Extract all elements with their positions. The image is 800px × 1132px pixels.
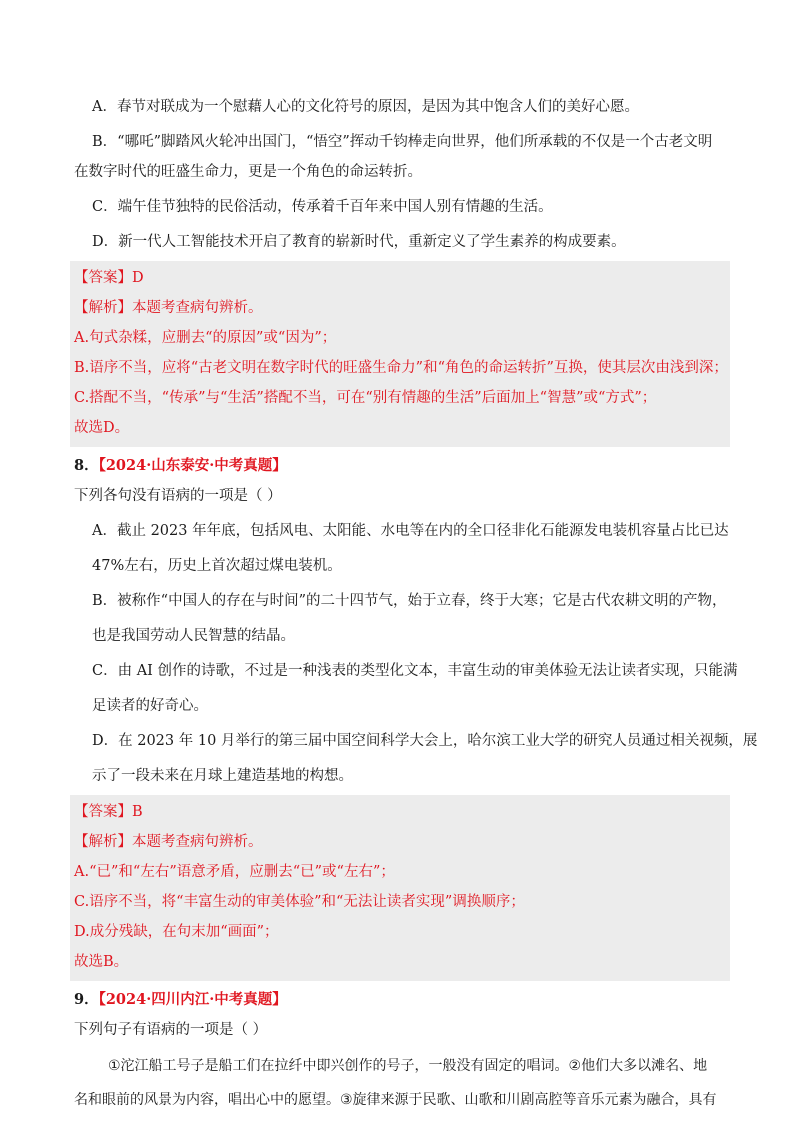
q8-option-c-cont: 足读者的好奇心。 xyxy=(92,698,208,714)
q9-header xyxy=(0,989,800,1011)
q8-explain-a: A.“已”和“左右”语意矛盾，应删去“已”或“左右”； xyxy=(74,864,395,880)
q9-number: 9． xyxy=(74,991,99,1008)
q8-answer-block xyxy=(70,795,730,981)
q9-prompt: 下列句子有语病的一项是（ ） xyxy=(74,1022,268,1038)
q9-passage-line-2: 名和眼前的风景为内容，唱出心中的愿望。③旋律来源于民歌、山歌和川剧高腔等音乐元素为融合，具有 xyxy=(74,1092,717,1108)
q7-option-b: B．“哪吒”脚踏风火轮冲出国门，“悟空”挥动千钧棒走向世界，他们所承载的不仅是一个古老文明 xyxy=(92,134,713,150)
q7-option-c: C．端午佳节独特的民俗活动，传承着千百年来中国人别有情趣的生活。 xyxy=(92,199,553,215)
q8-analysis xyxy=(70,831,730,853)
q7-analysis xyxy=(70,297,730,319)
q8-option-b: B．被称作“中国人的存在与时间”的二十四节气，始于立春，终于大寒；它是古代农耕文明的产物， xyxy=(92,593,727,609)
q8-prompt: 下列各句没有语病的一项是（ ） xyxy=(74,488,282,504)
q8-option-a: A．截止 2023 年年底，包括风电、太阳能、水电等在内的全口径非化石能源发电装机容量占比已达 xyxy=(92,523,729,539)
answer-label: 【答案】 xyxy=(74,804,132,820)
answer-label: 【答案】 xyxy=(74,270,132,286)
q7-answer xyxy=(70,267,730,289)
q8-option-d-cont: 示了一段未来在月球上建造基地的构想。 xyxy=(92,768,353,784)
q8-option-c: C．由 AI 创作的诗歌，不过是一种浅表的类型化文本，丰富生动的审美体验无法让读者实现，只能满 xyxy=(92,663,738,679)
q8-header xyxy=(0,455,800,477)
answer-value: D xyxy=(132,270,144,286)
q8-answer xyxy=(70,801,730,823)
q8-option-b-cont: 也是我国劳动人民智慧的结晶。 xyxy=(92,628,295,644)
q9-source: 【2024·四川内江·中考真题】 xyxy=(98,991,287,1008)
q8-option-a-cont: 47%左右，历史上首次超过煤电装机。 xyxy=(92,558,342,574)
analysis-text: 本题考查病句辨析。 xyxy=(132,300,263,316)
q7-explain-a: A.句式杂糅，应删去“的原因”或“因为”； xyxy=(74,330,337,346)
q7-option-b-cont: 在数字时代的旺盛生命力，更是一个角色的命运转折。 xyxy=(74,164,422,180)
q8-explain-d: D.成分残缺，在句末加“画面”； xyxy=(74,924,279,940)
q7-option-a: A．春节对联成为一个慰藉人心的文化符号的原因，是因为其中饱含人们的美好心愿。 xyxy=(92,99,639,115)
q8-source: 【2024·山东泰安·中考真题】 xyxy=(98,457,287,474)
q7-conclusion: 故选D。 xyxy=(74,420,130,436)
q8-number: 8． xyxy=(74,457,99,474)
q8-option-d: D．在 2023 年 10 月举行的第三届中国空间科学大会上，哈尔滨工业大学的研究人员通过相关视频，展 xyxy=(92,733,758,749)
q8-explain-c: C.语序不当，将“丰富生动的审美体验”和“无法让读者实现”调换顺序； xyxy=(74,894,525,910)
analysis-label: 【解析】 xyxy=(74,834,132,850)
q8-conclusion: 故选B。 xyxy=(74,954,129,970)
q7-answer-block xyxy=(70,261,730,447)
analysis-text: 本题考查病句辨析。 xyxy=(132,834,263,850)
q7-option-d: D．新一代人工智能技术开启了教育的崭新时代，重新定义了学生素养的构成要素。 xyxy=(92,234,626,250)
analysis-label: 【解析】 xyxy=(74,300,132,316)
q7-explain-b: B.语序不当，应将“古老文明在数字时代的旺盛生命力”和“角色的命运转折”互换，使其层次由浅到深； xyxy=(74,360,728,376)
q9-passage-line-1: ①沱江船工号子是船工们在拉纤中即兴创作的号子，一般没有固定的唱词。②他们大多以滩名、地 xyxy=(108,1058,708,1074)
answer-value: B xyxy=(132,804,143,820)
q7-explain-c: C.搭配不当，“传承”与“生活”搭配不当，可在“别有情趣的生活”后面加上“智慧”或“方式”； xyxy=(74,390,657,406)
